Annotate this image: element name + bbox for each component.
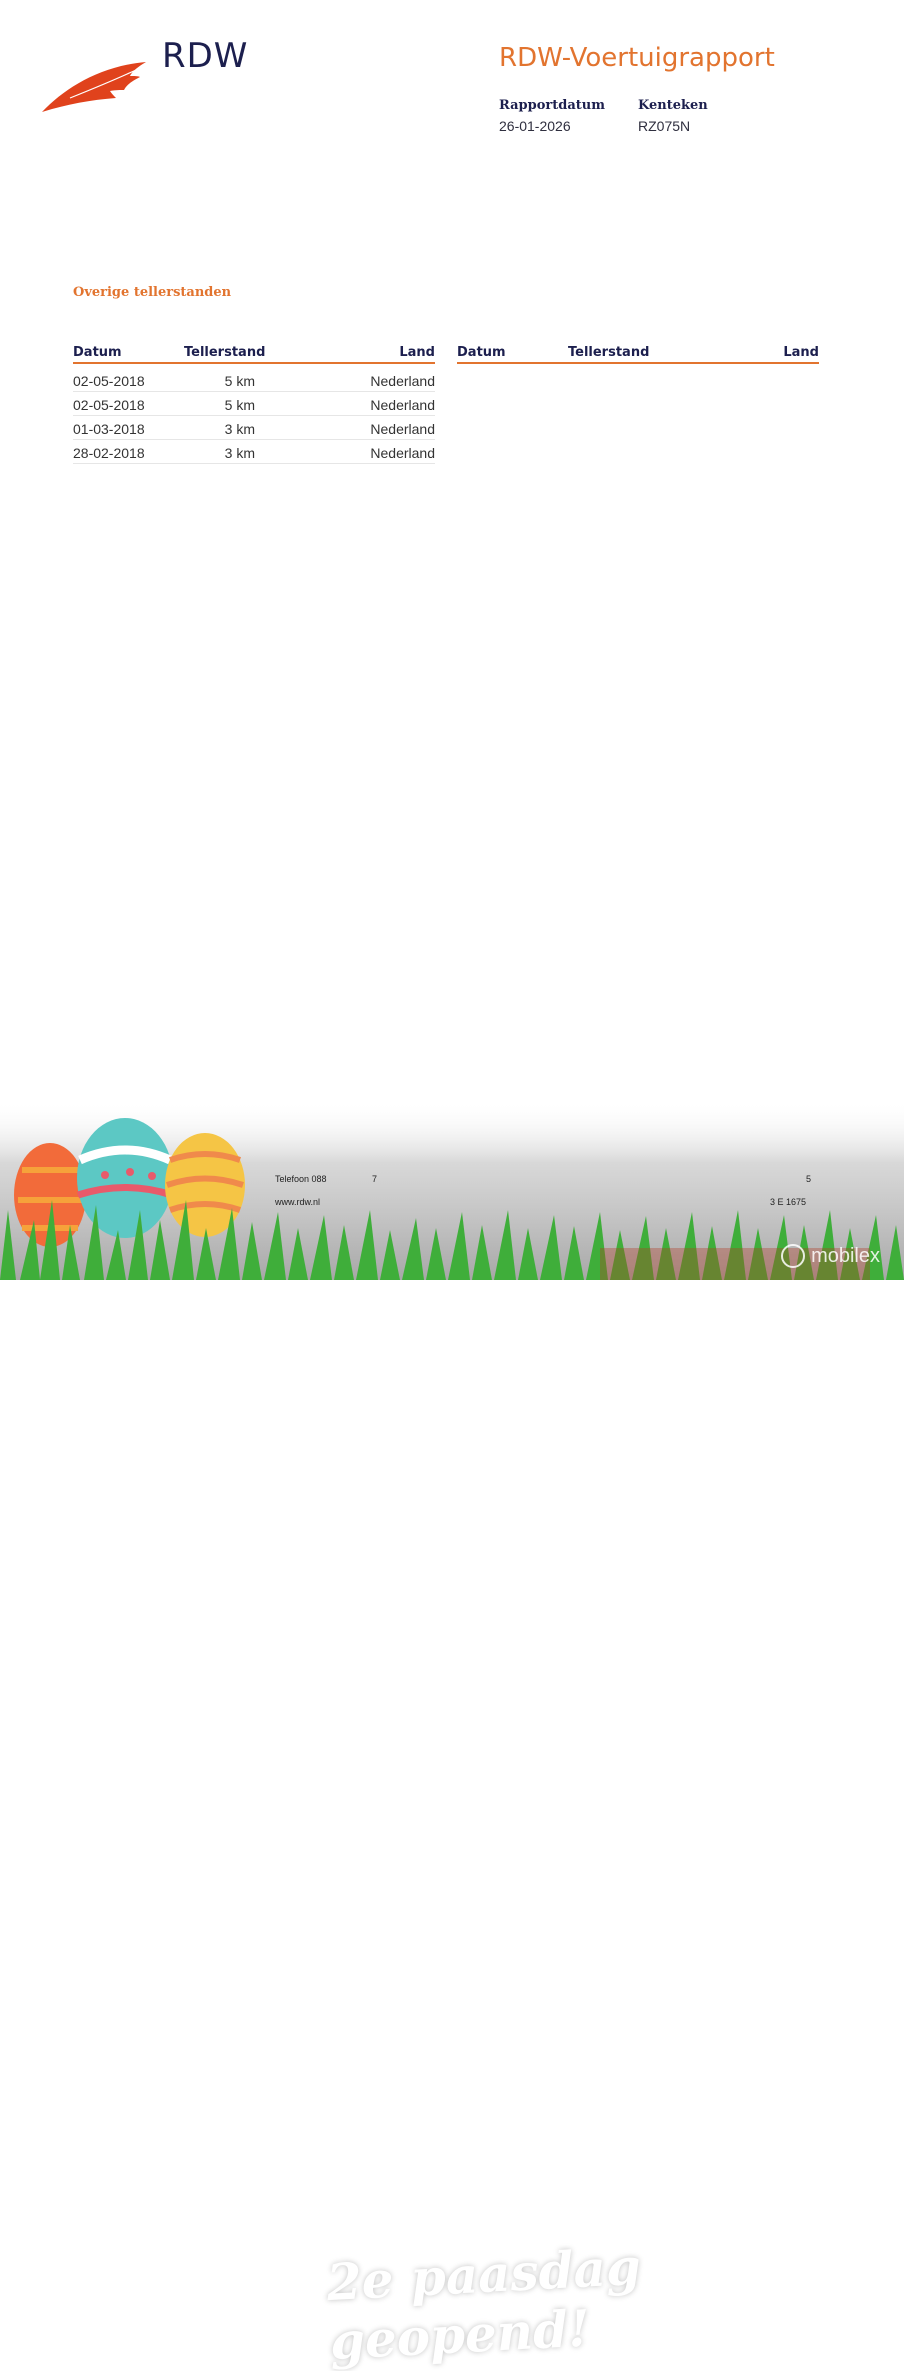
footer-address: 5 bbox=[806, 1174, 812, 1184]
cell-country: Nederland bbox=[370, 445, 435, 461]
header-date: Datum bbox=[73, 345, 122, 360]
footer-reference: 3 E 1675 bbox=[770, 1197, 807, 1207]
cell-date: 01-03-2018 bbox=[73, 421, 145, 437]
odometer-table-right bbox=[457, 345, 819, 364]
cell-country: Nederland bbox=[370, 373, 435, 389]
header-odometer: Tellerstand bbox=[568, 345, 650, 360]
header-odometer: Tellerstand bbox=[184, 345, 266, 360]
rdw-logo-icon bbox=[40, 58, 148, 114]
easter-egg-turquoise bbox=[77, 1118, 173, 1238]
watermark-logo-icon bbox=[781, 1244, 805, 1268]
footer-phone-end: 7 bbox=[372, 1174, 378, 1184]
cell-date: 02-05-2018 bbox=[73, 373, 145, 389]
table-row bbox=[73, 416, 435, 440]
plate-label: Kenteken bbox=[638, 98, 708, 113]
easter-grass-illustration bbox=[0, 1100, 904, 1280]
section-title: Overige tellerstanden bbox=[73, 285, 232, 300]
report-date-label: Rapportdatum bbox=[499, 98, 605, 113]
cell-date: 02-05-2018 bbox=[73, 397, 145, 413]
table-header bbox=[457, 345, 819, 364]
cell-country: Nederland bbox=[370, 421, 435, 437]
easter-banner-text: 2e paasdag geopend! bbox=[325, 2236, 643, 2371]
cell-country: Nederland bbox=[370, 397, 435, 413]
odometer-table-left bbox=[73, 345, 435, 464]
table-row bbox=[73, 368, 435, 392]
watermark bbox=[781, 1244, 880, 1268]
footer-website: www.rdw.nl bbox=[275, 1197, 321, 1207]
table-row bbox=[73, 392, 435, 416]
report-date-value: 26-01-2026 bbox=[499, 118, 571, 134]
header-country: Land bbox=[399, 345, 435, 360]
report-title: RDW-Voertuigrapport bbox=[499, 43, 775, 73]
cell-odometer: 5 km bbox=[224, 397, 255, 413]
table-header bbox=[73, 345, 435, 364]
rdw-logo-text: RDW bbox=[162, 36, 249, 76]
plate-value: RZ075N bbox=[638, 118, 691, 134]
cell-odometer: 3 km bbox=[224, 445, 255, 461]
header-country: Land bbox=[783, 345, 819, 360]
footer-overlay bbox=[0, 1100, 904, 2371]
footer-phone: Telefoon 088 bbox=[275, 1174, 327, 1184]
watermark-text: mobilex bbox=[811, 1244, 880, 1267]
cell-odometer: 3 km bbox=[224, 421, 255, 437]
cell-odometer: 5 km bbox=[224, 373, 255, 389]
cell-date: 28-02-2018 bbox=[73, 445, 145, 461]
header-date: Datum bbox=[457, 345, 506, 360]
table-row bbox=[73, 440, 435, 464]
